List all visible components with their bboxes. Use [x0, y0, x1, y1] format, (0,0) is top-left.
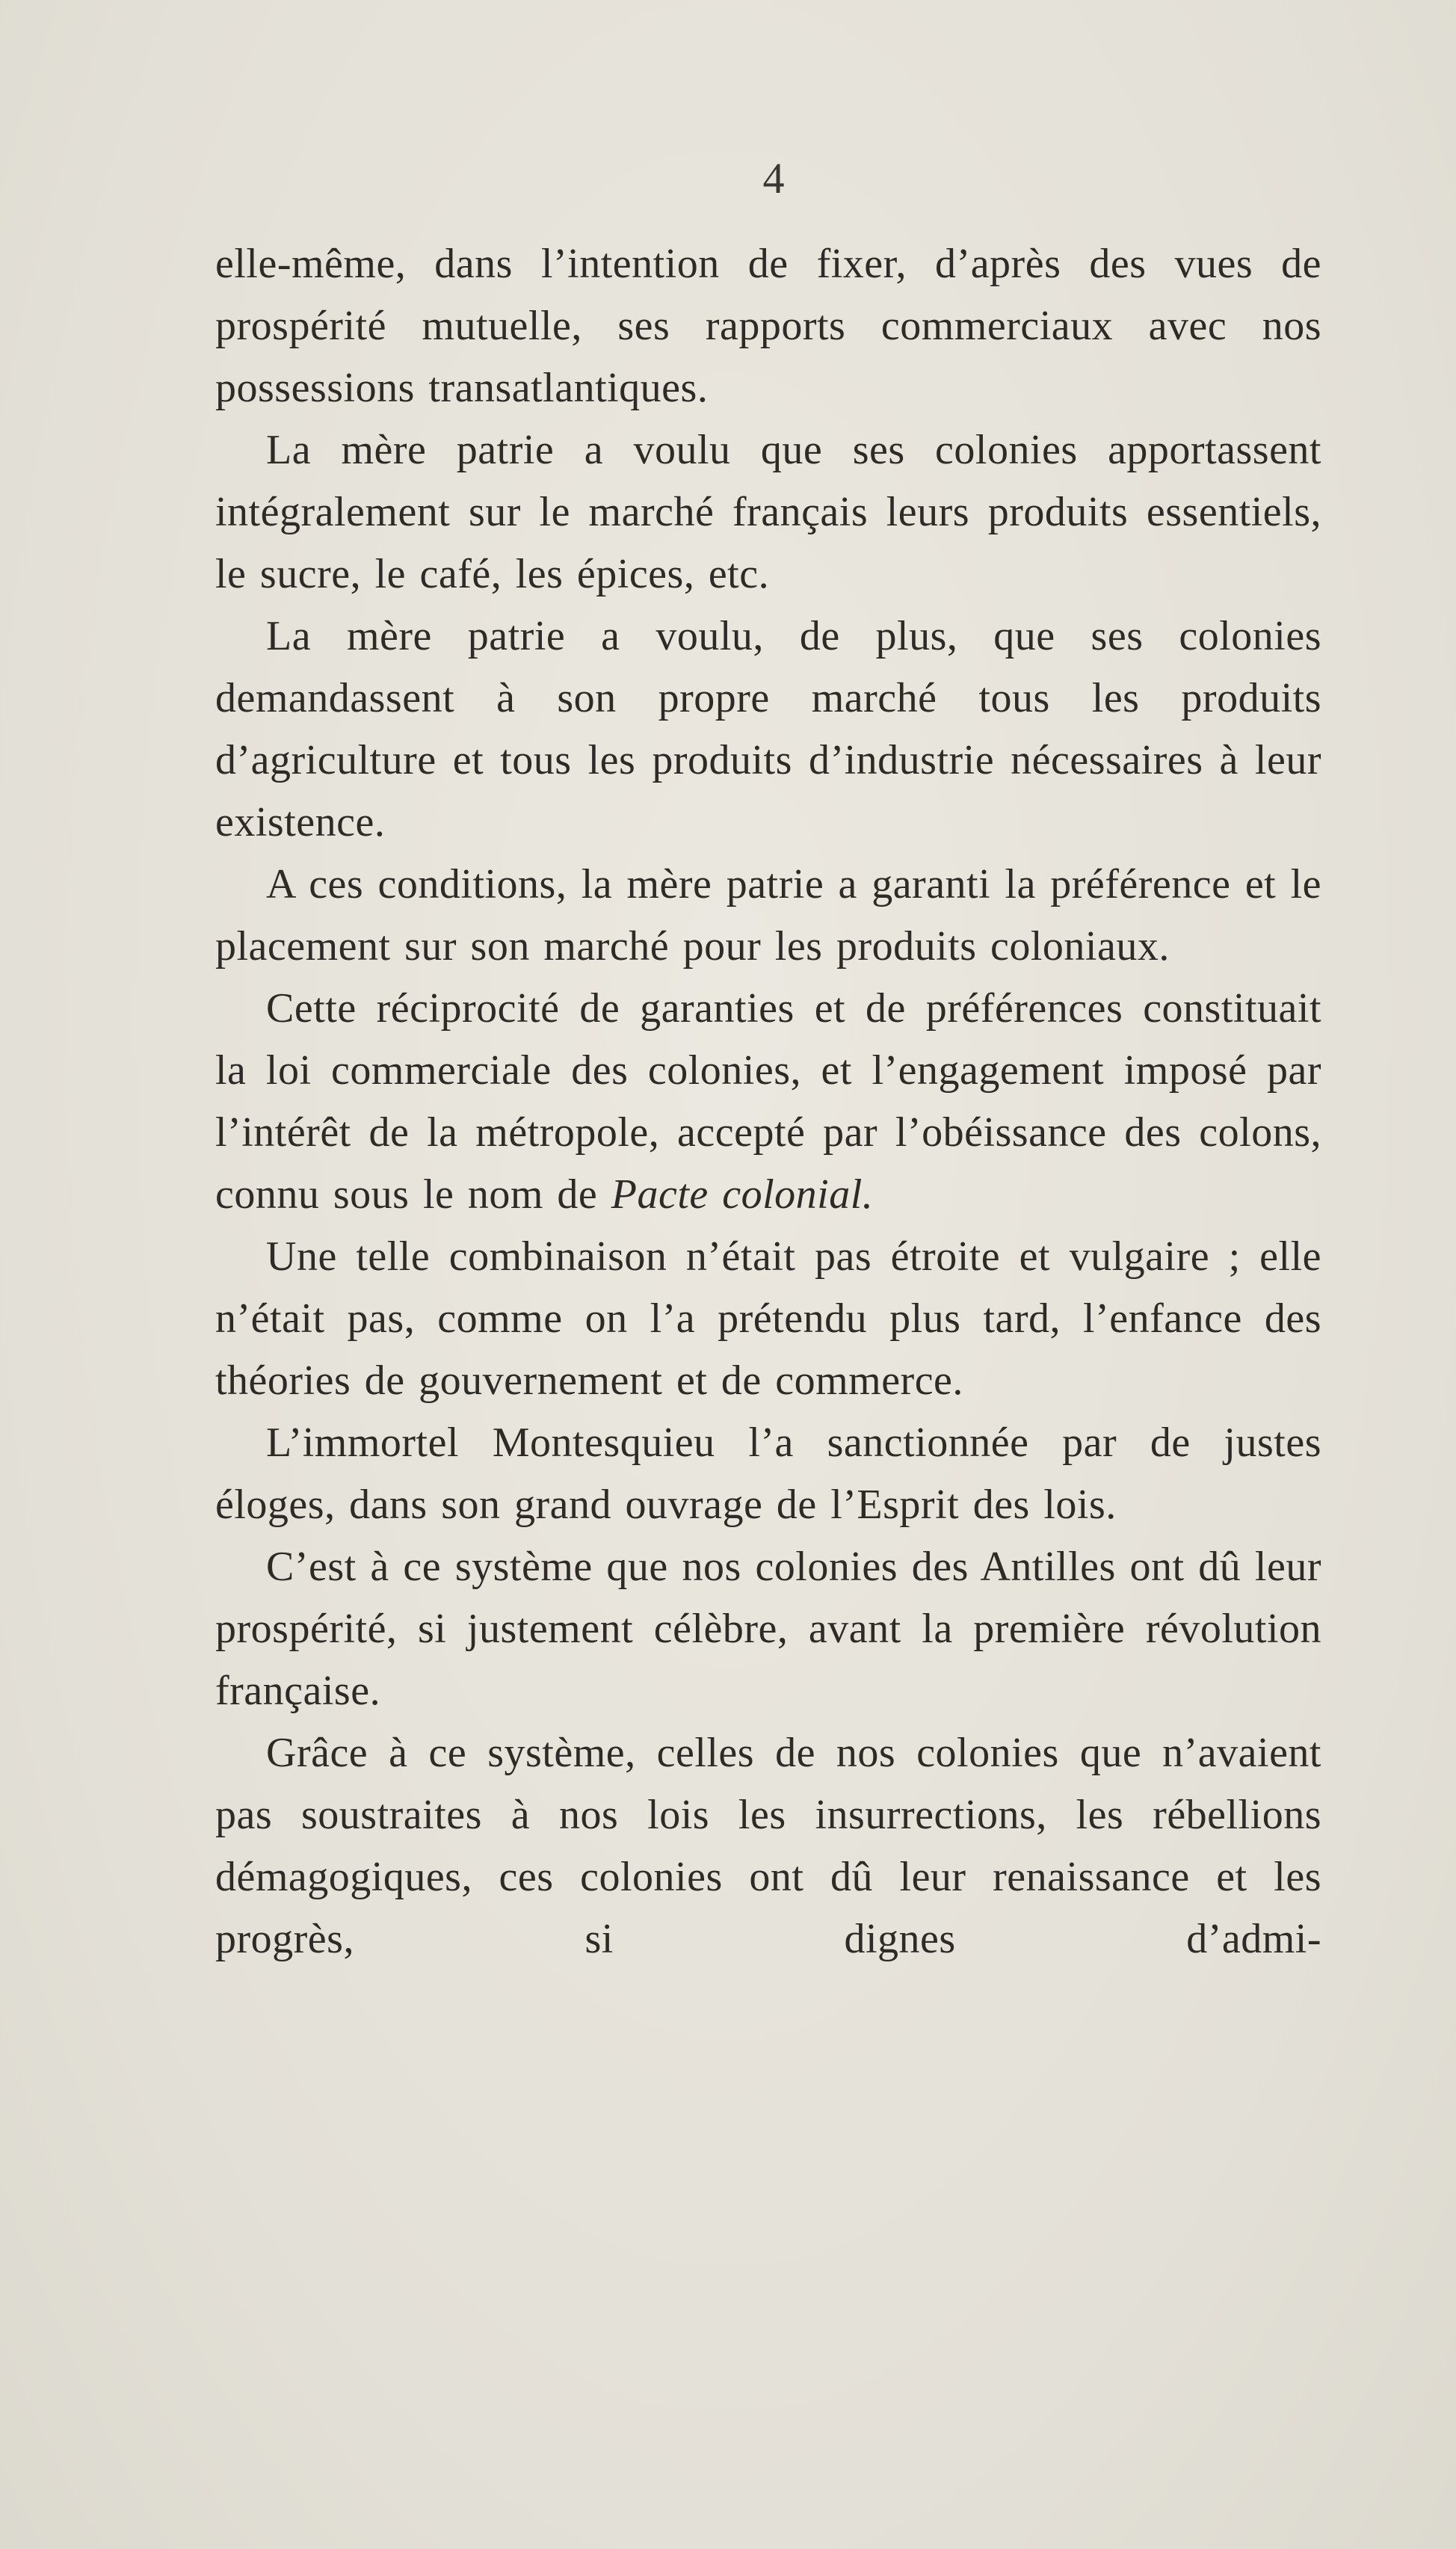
paragraph-1: elle-même, dans l’intention de fixer, d’après des vues de prospérité mutuelle, ses rapports commerciaux avec nos possessions transatlantiques.: [215, 241, 1321, 411]
paragraph-8: C’est à ce système que nos colonies des Antilles ont dû leur prospérité, si justement célèbre, avant la première révolution française.: [215, 1544, 1321, 1714]
paragraph-2: La mère patrie a voulu que ses colonies apportassent intégralement sur le marché français leurs produits essentiels, le sucre, le café, les épices, etc.: [215, 427, 1321, 597]
paragraph-5-text: Cette réciprocité de garanties et de préférences constituait la loi commerciale des colonies, et l’engagement imposé par l’intérêt de la métropole, accepté par l’obéissance des colons, connu sous le nom de: [215, 985, 1321, 1218]
page-number: 4: [762, 154, 785, 203]
pacte-colonial-italic: Pacte colonial.: [611, 1171, 874, 1218]
paragraph-4: A ces conditions, la mère patrie a garanti la préférence et le placement sur son marché pour les produits coloniaux.: [215, 861, 1321, 970]
paragraph-9: Grâce à ce système, celles de nos colonies que n’avaient pas soustraites à nos lois les insurrections, les rébellions démagogiques, ces colonies ont dû leur renaissance et les progrès, si dignes d’admi-: [215, 1730, 1321, 1962]
paragraph-5: [215, 978, 1321, 1226]
paragraph-3: La mère patrie a voulu, de plus, que ses colonies demandassent à son propre marché tous les produits d’agriculture et tous les produits d’industrie nécessaires à leur existence.: [215, 613, 1321, 845]
paragraph-7: L’immortel Montesquieu l’a sanctionnée par de justes éloges, dans son grand ouvrage de l’Esprit des lois.: [215, 1420, 1321, 1528]
paragraph-6: Une telle combinaison n’était pas étroite et vulgaire ; elle n’était pas, comme on l’a prétendu plus tard, l’enfance des théories de gouvernement et de commerce.: [215, 1233, 1321, 1404]
body-text: [215, 233, 1321, 1970]
